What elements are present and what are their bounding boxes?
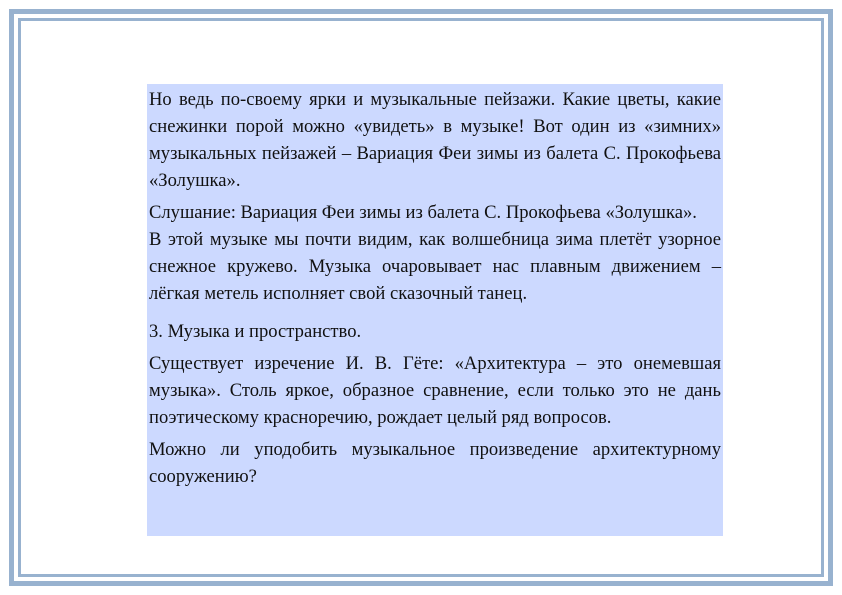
section-heading: 3. Музыка и пространство.	[149, 321, 362, 342]
paragraph-winter-landscapes: Но ведь по-своему ярки и музыкальные пейзажи. Какие цветы, какие снежинки порой можно «увидеть» в музыке! Вот один из «зимних» музыкальных пейзажей – Вариация Феи зимы из балета С. Прокофьева «Золушка».	[149, 89, 721, 191]
paragraph-music-description: В этой музыке мы почти видим, как волшебница зима плетёт узорное снежное кружево. Музыка очаровывает нас плавным движением – лёгкая метель исполняет свой сказочный танец.	[149, 229, 721, 304]
paragraph-question: Можно ли уподобить музыкальное произведение архитектурному сооружению?	[149, 439, 721, 487]
paragraph-listening: Слушание: Вариация Феи зимы из балета С. Прокофьева «Золушка».	[149, 202, 697, 223]
paragraph-goethe-quote: Существует изречение И. В. Гёте: «Архитектура – это онемевшая музыка». Столь яркое, образное сравнение, если только это не дань поэтическому красноречию, рождает целый ряд вопросов.	[149, 353, 721, 428]
text-block	[147, 84, 723, 536]
